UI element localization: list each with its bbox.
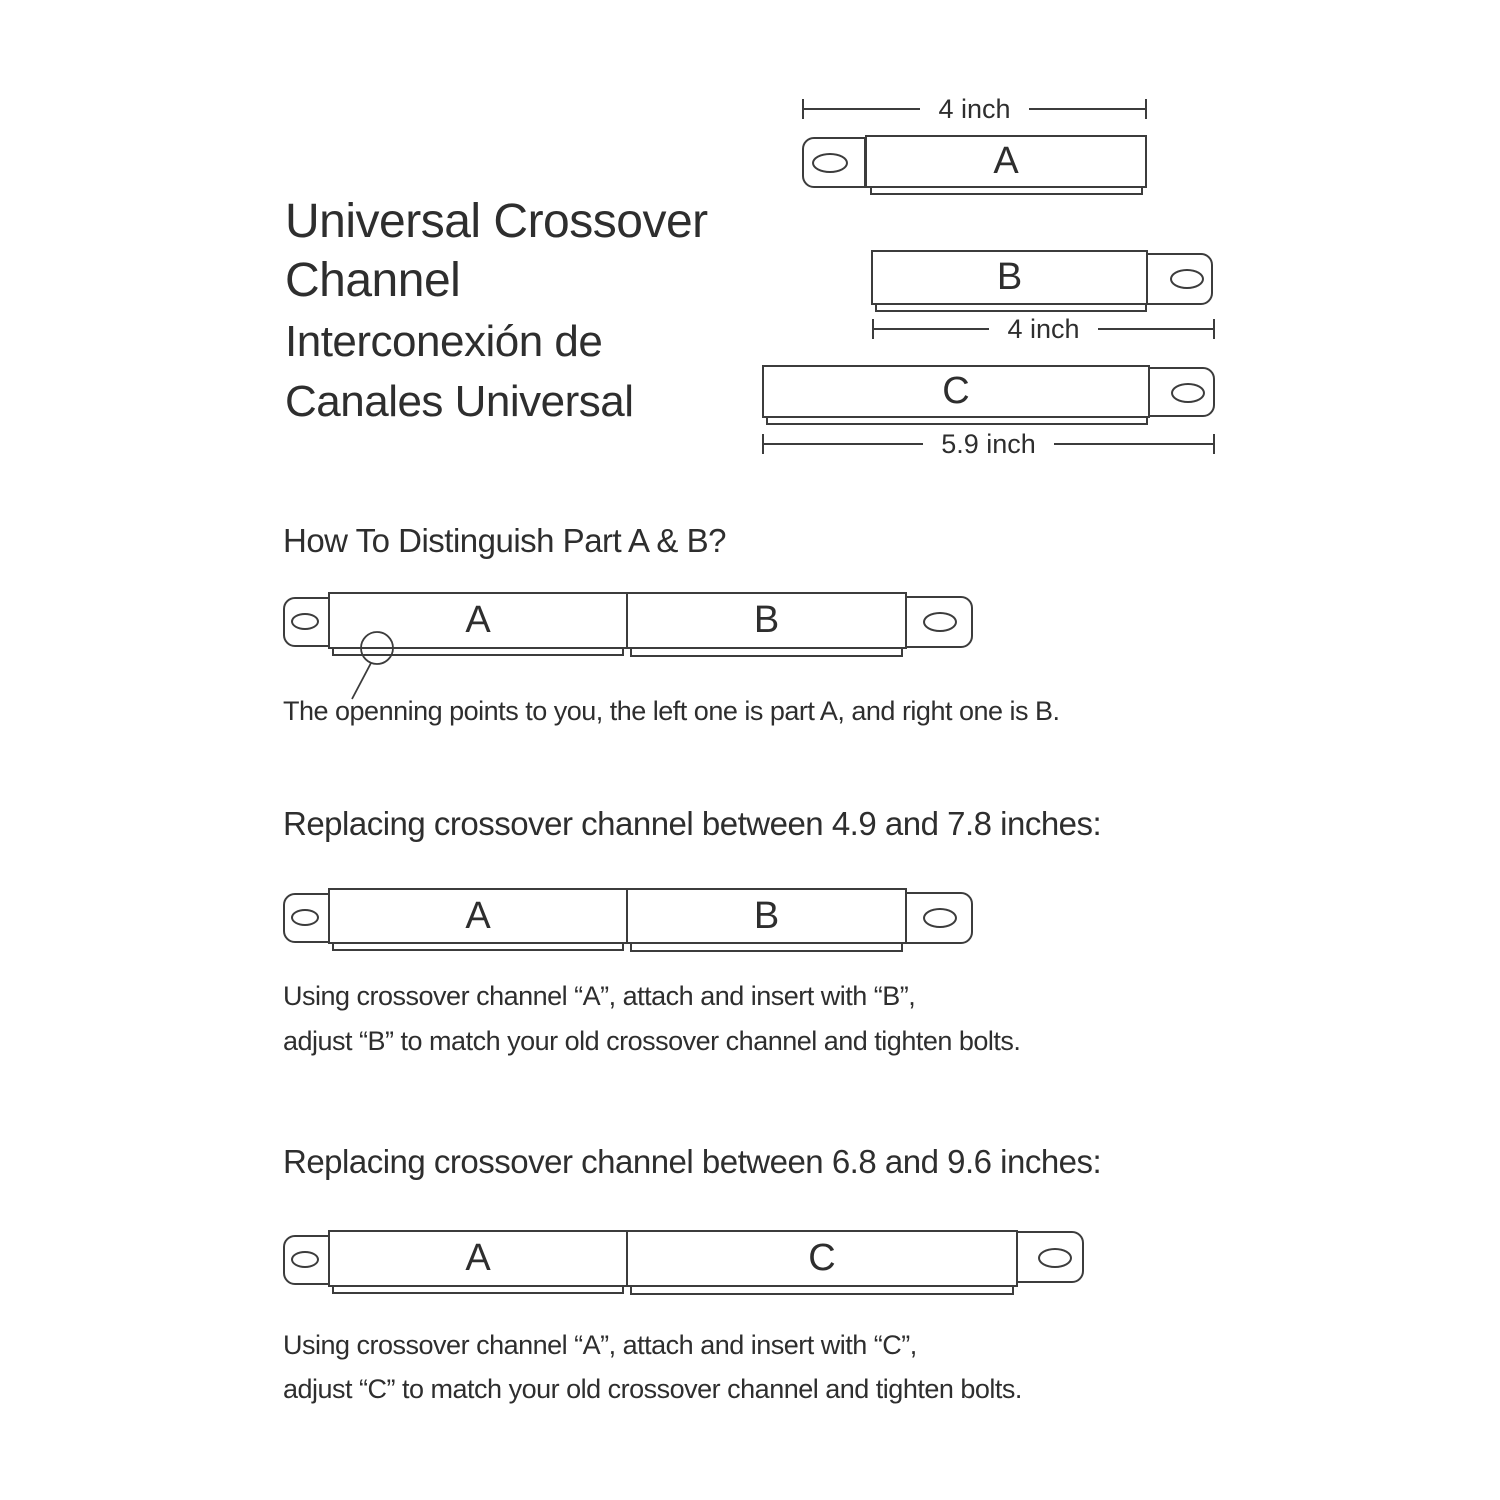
part-b-dimension-label: 4 inch (1007, 313, 1080, 344)
distinguish-note: The openning points to you, the left one is part A, and right one is B. (283, 696, 1060, 726)
opening-callout-leader-line (352, 663, 371, 699)
assembly1-part-b-label: B (753, 599, 780, 641)
dimension-tick (1145, 99, 1147, 119)
assembly1-part-b-lip (630, 649, 903, 657)
assembly1-right-bolt-hole (923, 612, 957, 632)
replace-ab-instruction-line2: adjust “B” to match your old crossover channel and tighten bolts. (283, 1026, 1021, 1056)
dimension-line-segment (804, 108, 920, 110)
product-title-line1: Universal Crossover (285, 195, 708, 248)
assembly1-left-bolt-hole (291, 613, 319, 630)
replace-ab-instruction-line1: Using crossover channel “A”, attach and insert with “B”, (283, 981, 916, 1011)
assembly3-part-c-section (626, 1230, 1018, 1287)
part-b-channel (871, 250, 1148, 305)
part-b-label: B (996, 256, 1023, 298)
product-title-line2: Channel (285, 254, 461, 307)
part-b-bolt-hole (1170, 269, 1204, 289)
replace-ac-heading: Replacing crossover channel between 6.8 and 9.6 inches: (283, 1143, 1102, 1180)
assembly2-left-bolt-hole (291, 909, 319, 926)
assembly2-part-a-section (328, 888, 628, 944)
replace-ab-heading: Replacing crossover channel between 4.9 and 7.8 inches: (283, 805, 1102, 842)
opening-callout-circle (361, 632, 393, 664)
assembly2-right-bolt-hole (923, 908, 957, 928)
part-c-channel-lip (766, 418, 1148, 425)
dimension-line-segment (874, 328, 989, 330)
part-c-dimension-line (762, 428, 1215, 459)
assembly3-part-a-lip (332, 1287, 624, 1294)
part-a-dimension-label: 4 inch (938, 93, 1011, 124)
part-c-dimension-label: 5.9 inch (941, 428, 1036, 459)
product-title-es-line1: Interconexión de (285, 317, 603, 366)
part-a-channel (865, 135, 1147, 188)
assembly2-part-a-label: A (465, 894, 491, 937)
assembly3-part-a-section (328, 1230, 628, 1287)
assembly2-part-b-lip (630, 944, 903, 952)
part-c-channel (762, 365, 1150, 418)
product-title (285, 192, 708, 310)
assembly3-right-bolt-hole (1038, 1248, 1072, 1268)
dimension-line-segment (1029, 108, 1145, 110)
assembly2-part-a-lip (332, 944, 624, 951)
part-c-label: C (942, 370, 970, 412)
part-b-dimension-line (872, 313, 1215, 344)
dimension-tick (1213, 319, 1215, 339)
part-a-dimension-line (802, 93, 1147, 124)
opening-callout (330, 620, 410, 710)
product-title-spanish (285, 312, 634, 432)
replace-ac-instruction-line1: Using crossover channel “A”, attach and insert with “C”, (283, 1330, 917, 1360)
assembly3-part-a-label: A (465, 1237, 491, 1279)
part-a-label: A (993, 140, 1019, 182)
assembly3-part-c-label: C (808, 1237, 836, 1279)
assembly2-part-b-section (626, 888, 907, 944)
assembly3-left-bolt-hole (291, 1251, 319, 1268)
part-c-bolt-hole (1171, 383, 1205, 403)
distinguish-heading: How To Distinguish Part A & B? (283, 522, 726, 559)
dimension-tick (1213, 434, 1215, 454)
dimension-line-segment (1054, 443, 1213, 445)
part-b-channel-lip (875, 305, 1147, 312)
assembly2-part-b-label: B (753, 894, 780, 937)
dimension-line-segment (764, 443, 923, 445)
assembly3-part-c-lip (630, 1287, 1014, 1295)
part-a-bolt-hole (812, 153, 848, 173)
dimension-line-segment (1098, 328, 1213, 330)
replace-ac-instruction-line2: adjust “C” to match your old crossover channel and tighten bolts. (283, 1374, 1022, 1404)
assembly1-part-a-label: A (465, 599, 491, 641)
product-title-es-line2: Canales Universal (285, 377, 634, 426)
part-a-channel-lip (870, 188, 1143, 195)
assembly1-part-b-section (626, 592, 907, 649)
